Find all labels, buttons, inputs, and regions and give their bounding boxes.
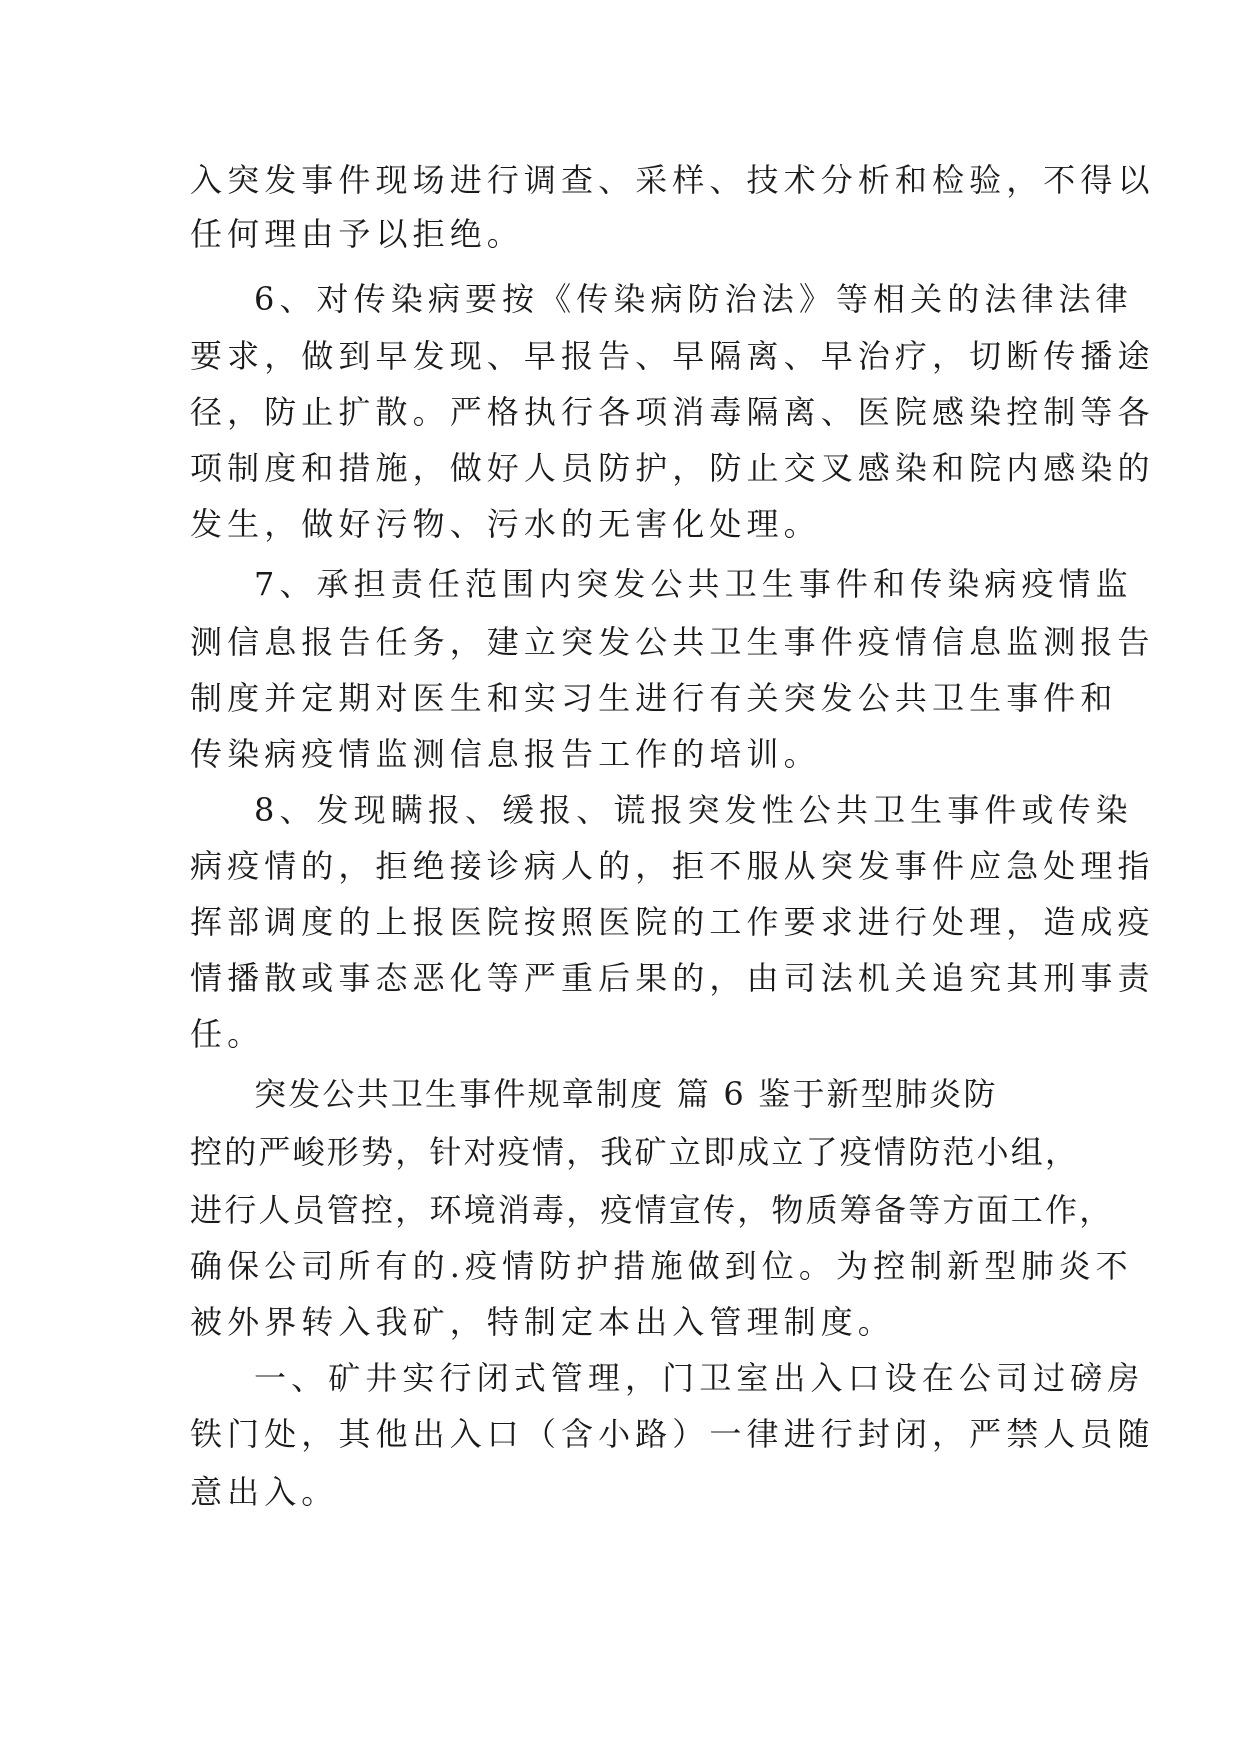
- text-line: 病疫情的，拒绝接诊病人的，拒不服从突发事件应急处理指: [190, 847, 1155, 885]
- text-line: 项制度和措施，做好人员防护，防止交叉感染和院内感染的: [190, 449, 1155, 487]
- text-line: 铁门处，其他出入口（含小路）一律进行封闭，严禁人员随: [190, 1415, 1155, 1453]
- text-line: 8、发现瞒报、缓报、谎报突发性公共卫生事件或传染: [254, 791, 1133, 829]
- text-line: 被外界转入我矿，特制定本出入管理制度。: [190, 1303, 895, 1341]
- section-heading: 突发公共卫生事件规章制度 篇 6 鉴于新型肺炎防: [254, 1075, 998, 1113]
- text-line: 一、矿井实行闭式管理，门卫室出入口设在公司过磅房: [254, 1359, 1145, 1397]
- text-line: 确保公司所有的.疫情防护措施做到位。为控制新型肺炎不: [190, 1247, 1133, 1285]
- text-line: 任何理由予以拒绝。: [190, 215, 524, 253]
- text-line: 挥部调度的上报医院按照医院的工作要求进行处理，造成疫: [190, 903, 1155, 941]
- text-line: 发生，做好污物、污水的无害化处理。: [190, 505, 821, 543]
- text-line: 要求，做到早发现、早报告、早隔离、早治疗，切断传播途: [190, 337, 1155, 375]
- text-line: 制度并定期对医生和实习生进行有关突发公共卫生事件和: [190, 679, 1118, 717]
- text-line: 入突发事件现场进行调查、采样、技术分析和检验，不得以: [190, 161, 1155, 199]
- text-line: 测信息报告任务，建立突发公共卫生事件疫情信息监测报告: [190, 623, 1155, 661]
- text-line: 控的严峻形势，针对疫情，我矿立即成立了疫情防范小组，: [190, 1133, 1080, 1171]
- text-line: 进行人员管控，环境消毒，疫情宣传，物质筹备等方面工作，: [190, 1191, 1114, 1229]
- text-line: 6、对传染病要按《传染病防治法》等相关的法律法律: [254, 280, 1133, 318]
- text-line: 情播散或事态恶化等严重后果的，由司法机关追究其刑事责: [190, 959, 1155, 997]
- text-line: 7、承担责任范围内突发公共卫生事件和传染病疫情监: [254, 565, 1133, 603]
- text-line: 传染病疫情监测信息报告工作的培训。: [190, 735, 821, 773]
- text-line: 任。: [190, 1015, 265, 1053]
- text-line: 意出入。: [190, 1473, 339, 1511]
- text-line: 径，防止扩散。严格执行各项消毒隔离、医院感染控制等各: [190, 393, 1155, 431]
